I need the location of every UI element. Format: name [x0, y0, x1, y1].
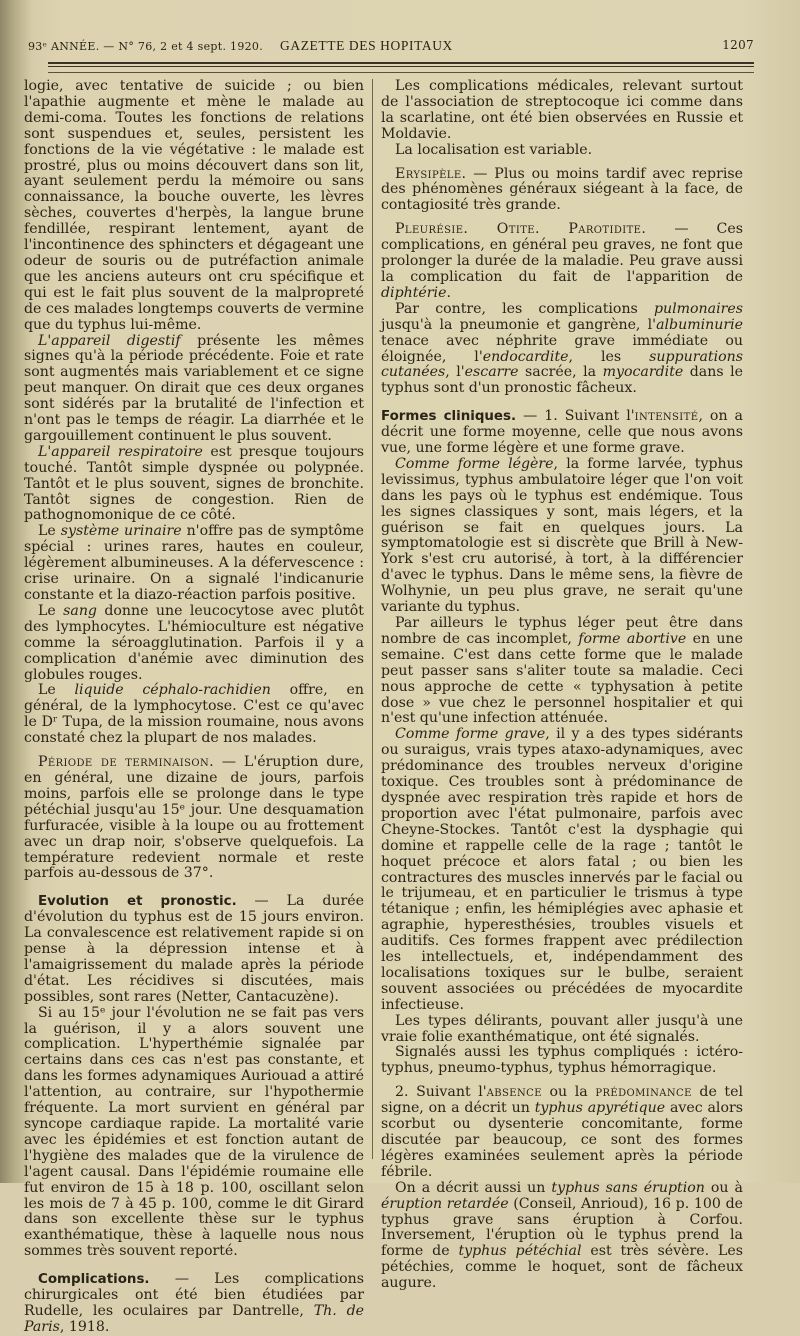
- paragraph: 2. Suivant l'absence ou la prédominance de tel signe, on a décrit un typhus apyrétique avec alors scorbut ou dysenterie concomitante, forme discutée par beaucoup, ce sont des formes légères examinées seulement après la période fébrile.: [381, 1084, 744, 1180]
- paragraph: On a décrit aussi un typhus sans éruption ou à éruption retardée (Conseil, Anrioud), 16 p. 100 de typhus grave sans éruption à Corfou. Inversement, l'éruption où le typhus prend la forme de typhus pétéchial est très sévère. Les pétéchies, comme le hoquet, sont de fâcheux augure.: [381, 1179, 743, 1292]
- paragraph: Période de terminaison. — L'éruption dure, en général, une dizaine de jours, parfois moins, parfois elle se prolonge dans le type pétéchial jusqu'au 15ᵉ jour. Une desquamation furfuracée, visible à la loupe ou au frottement avec un drap noir, s'observe quelquefois. La température redevient normale et reste parfois au-dessous de 37°.: [24, 754, 364, 882]
- paragraph: Le sang donne une leucocytose avec plutôt des lymphocytes. L'hémioculture est négative comme la séroagglutination. Parfois il y a complication d'anémie avec diminution des globules rouges.: [24, 602, 364, 683]
- paragraph: La localisation est variable.: [395, 141, 593, 158]
- section-heading: Pleurésie. Otite. Parotidite.: [395, 221, 647, 238]
- section-heading: Complications.: [38, 1272, 150, 1288]
- paragraph: Comme forme légère, la forme larvée, typhus levissimus, typhus ambulatoire léger que l'on voit dans les pays où le typhus est endémique. Tous les signes classiques y sont, mais légers, et la guérison se fait en quelques jours. La symptomatologie est si discrète que Brill à New-York s'est cru autorisé, à tort, à la différencier d'avec le typhus. Dans le même sens, la fièvre de Wolhynie, un peu plus grave, ne serait qu'une variante du typhus.: [381, 455, 743, 616]
- paragraph: Formes cliniques. — 1. Suivant l'intensité, on a décrit une forme moyenne, celle que nous avons vue, une forme légère et une forme grave.: [381, 408, 743, 457]
- paragraph: L'appareil respiratoire est presque toujours touché. Tantôt simple dyspnée ou polypnée. Tantôt et le plus souvent, signes de bronchite. Tantôt signes de congestion. Rien de pathognomonique de ce côté.: [24, 443, 364, 524]
- paragraph: L'appareil digestif présente les mêmes signes qu'à la période précédente. Foie et rate sont augmentés mais variablement et ce signe peut manquer. On dirait que ces deux organes sont sidérés par la brutalité de l'infection et n'ont pas le temps de réagir. La diarrhée et le gargouillement continuent le plus souvent.: [24, 332, 364, 444]
- paragraph: Erysipèle. — Plus ou moins tardif avec reprise des phénomènes généraux siégeant à la face, de contagiosité très grande.: [381, 165, 743, 214]
- paragraph: Par ailleurs le typhus léger peut être dans nombre de cas incomplet, forme abortive en une semaine. C'est dans cette forme que le malade peut passer sans s'aliter toute sa maladie. Ceci nous approche de cette « typhysation à petite dose » vue chez le personnel hospitalier et qui n'est qu'une infection atténuée.: [381, 615, 743, 727]
- paragraph: Pleurésie. Otite. Parotidite. — Ces complications, en général peu graves, ne font que prolonger la durée de la maladie. Peu grave aussi la complication du fait de l'apparition de diphtérie.: [381, 221, 744, 301]
- paragraph: Si au 15ᵉ jour l'évolution ne se fait pas vers la guérison, il y a alors souvent une complication. L'hyperthémie signalée par certains dans ces cas n'est pas constante, et dans les formes adynamiques Auriouad a attiré l'attention, au contraire, sur l'hypothermie fréquente. La mort survient en général par syncope cardiaque rapide. La mortalité varie avec les épidémies et est fonction autant de l'hygiène des malades que de la virulence de l'agent causal. Dans l'épidémie roumaine elle fut environ de 15 à 18 p. 100, oscillant selon les mois de 7 à 45 p. 100, comme le dit Girard dans son excellente thèse sur le typhus exanthématique, thèse à laquelle nous nous sommes très souvent reporté.: [24, 1004, 364, 1260]
- paragraph: Les complications médicales, relevant surtout de l'association de streptocoque ici comme dans la scarlatine, ont été bien observées en Russie et Moldavie.: [381, 78, 743, 142]
- section-heading: Formes cliniques.: [381, 409, 517, 425]
- header-rule: [48, 62, 754, 64]
- paragraph: logie, avec tentative de suicide ; ou bien l'apathie augmente et mène le malade au demi-coma. Toutes les fonctions de relations sont suspendues et, seules, persistent les fonctions de la vie végétative : le malade est prostré, plus ou moins découvert dans son lit, ayant seulement perdu la mémoire ou sans connaissance, la bouche ouverte, les lèvres sèches, couvertes d'herpès, la langue brune fendillée, respirant lentement, ayant de l'incontinence des sphincters et dégageant une odeur de souris ou de putréfaction animale que les anciens auteurs ont cru spécifique et qui est le fait plus souvent de la malpropreté de ces malades longtemps couverts de vermine que du typhus lui-même.: [24, 78, 364, 333]
- page-number: 1207: [722, 38, 754, 52]
- paragraph: Le liquide céphalo-rachidien offre, en général, de la lymphocytose. C'est ce qu'avec le Dʳ Tupa, de la mission roumaine, nous avons constaté chez la plupart de nos malades.: [24, 682, 364, 747]
- column-divider: [372, 79, 373, 1159]
- section-heading: Erysipèle.: [395, 165, 467, 182]
- left-column: [24, 79, 364, 1336]
- header-rule: [48, 66, 754, 67]
- issue-line: 93ᵉ ANNÉE. — N° 76, 2 et 4 sept. 1920.: [28, 40, 264, 53]
- paragraph: Par contre, les complications pulmonaires jusqu'à la pneumonie et gangrène, l'albuminurie tenace avec néphrite grave immédiate ou éloignée, l'endocardite, les suppurations cutanées, l'escarre sacrée, la myocardite dans le typhus sont d'un pronostic fâcheux.: [381, 300, 743, 397]
- right-column: [381, 79, 743, 1292]
- section-heading: Période de terminaison.: [38, 754, 215, 771]
- paragraph: Evolution et pronostic. — La durée d'évolution du typhus est de 15 jours environ. La convalescence est relativement rapide si on pense à la dépression intense et à l'amaigrissement du malade après la période d'état. Les récidives si discutées, mais possibles, sont rares (Netter, Cantacuzène).: [24, 893, 364, 1005]
- header-rule: [48, 72, 754, 73]
- running-header: [28, 34, 754, 58]
- paragraph: Complications. — Les complications chirurgicales ont été bien étudiées par Rudelle, les oculaires par Dantrelle, Th. de Paris, 1918.: [24, 1271, 364, 1335]
- paragraph: Signalés aussi les typhus compliqués : ictéro-typhus, pneumo-typhus, typhus hémorragique.: [381, 1044, 743, 1077]
- paragraph: Comme forme grave, il y a des types sidérants ou suraigus, vrais types ataxo-adynamiques, avec prédominance des troubles nerveux d'origine toxique. Ces troubles sont à prédominance de dyspnée avec respiration très rapide et hors de proportion avec l'état pulmonaire, parfois avec Cheyne-Stockes. Tantôt c'est la dysphagie qui domine et rappelle celle de la rage ; tantôt le hoquet précoce et alors fatal ; ou bien les contractures des muscles innervés par le facial ou le trijumeau, et en particulier le trismus à type tétanique ; enfin, les hémiplégies avec aphasie et agraphie, hyperesthésies, troubles visuels et auditifs. Ces formes frappent avec prédilection les intellectuels, et, indépendamment des localisations toxiques sur le bulbe, seraient souvent associées ou précédées de myocardite infectieuse.: [381, 726, 743, 1013]
- paragraph: Le système urinaire n'offre pas de symptôme spécial : urines rares, hautes en couleur, légèrement albumineuses. A la défervescence : crise urinaire. On a signalé l'indicanurie constante et la diazo-réaction parfois positive.: [24, 523, 364, 603]
- paragraph: Les types délirants, pouvant aller jusqu'à une vraie folie exanthématique, ont été signalés.: [381, 1012, 743, 1045]
- section-heading: Evolution et pronostic.: [38, 894, 237, 910]
- journal-title: GAZETTE DES HOPITAUX: [280, 38, 453, 53]
